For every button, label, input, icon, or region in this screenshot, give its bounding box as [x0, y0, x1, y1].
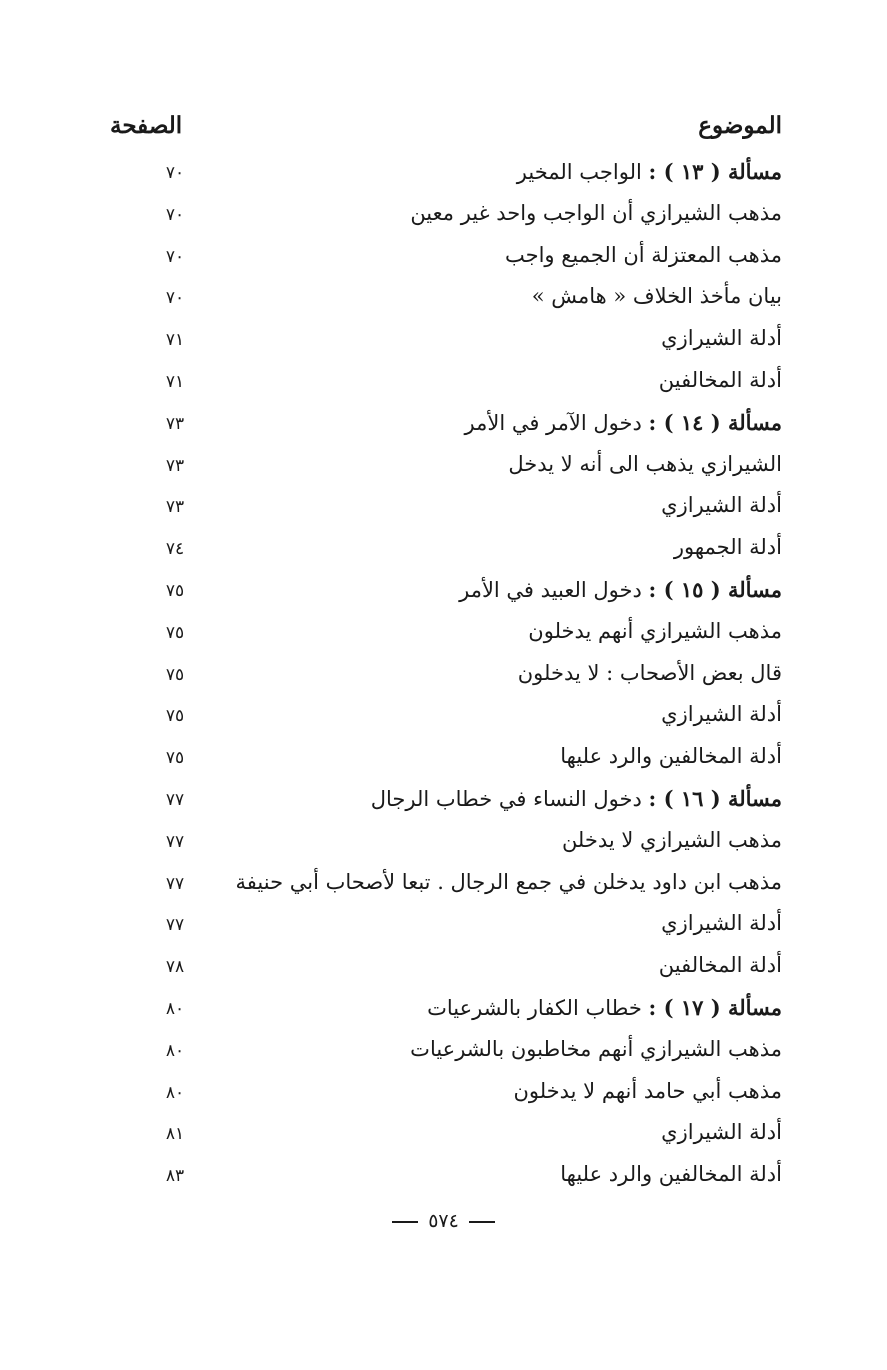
toc-entry-page: ٧٣: [165, 455, 185, 476]
toc-entry-page: ٧٠: [165, 246, 185, 267]
toc-entry-title: [459, 577, 782, 602]
page-column-heading: الصفحة: [110, 112, 183, 139]
toc-entry-text: مذهب ابن داود يدخلن في جمع الرجال . تبعا لأصحاب أبي حنيفة: [235, 869, 782, 894]
toc-section-row: [110, 155, 782, 197]
toc-row: [110, 239, 782, 281]
toc-entry-page: ٨٠: [165, 1040, 185, 1061]
toc-entry-title: [410, 201, 782, 225]
toc-entry-title: [505, 243, 782, 267]
toc-entry-page: ٧٠: [165, 204, 185, 225]
toc-row: [110, 1033, 782, 1075]
toc-entry-text: أدلة الشيرازي: [661, 702, 782, 727]
toc-section-row: [110, 782, 782, 824]
toc-row: [110, 531, 782, 573]
toc-entry-text: أدلة الجمهور: [673, 535, 782, 560]
toc-entry-text: دخول العبيد في الأمر: [459, 577, 642, 602]
toc-row: [110, 657, 782, 699]
toc-section-row: [110, 991, 782, 1033]
toc-row: [110, 448, 782, 490]
toc-entry-text: أدلة المخالفين والرد عليها: [560, 1162, 782, 1187]
toc-entry-text: أدلة الشيرازي: [661, 493, 782, 518]
toc-entry-prefix: مسألة ( ١٤ ) :: [648, 409, 782, 435]
toc-section-row: [110, 406, 782, 448]
toc-entry-page: ٨٠: [165, 1082, 185, 1103]
toc-entry-title: [661, 326, 782, 350]
toc-entry-text: خطاب الكفار بالشرعيات: [427, 995, 642, 1020]
toc-entry-title: [560, 744, 782, 768]
toc-entry-text: أدلة الشيرازي: [661, 326, 782, 351]
topic-column-heading: الموضوع: [698, 112, 782, 139]
toc-row: [110, 364, 782, 406]
toc-entry-page: ٧٠: [165, 163, 185, 183]
toc-entry-page: ٧٠: [165, 288, 185, 309]
toc-entry-text: مذهب الشيرازي أنهم مخاطبون بالشرعيات: [410, 1036, 782, 1061]
toc-entry-title: [562, 828, 782, 852]
toc-entry-title: [427, 995, 782, 1020]
toc-entry-prefix: مسألة ( ١٣ ) :: [648, 159, 782, 184]
toc-entry-title: [371, 786, 782, 811]
toc-entry-title: [661, 493, 782, 517]
toc-entry-title: [508, 452, 782, 476]
toc-entry-text: دخول الآمر في الأمر: [464, 410, 642, 435]
toc-entry-title: [661, 702, 782, 726]
toc-entry-title: [661, 911, 782, 935]
toc-entry-title: [659, 953, 782, 977]
toc-entry-page: ٧٧: [165, 831, 185, 852]
toc-entry-page: ٧٥: [165, 706, 185, 727]
footer-dash-left: [392, 1221, 418, 1223]
toc-entry-page: ٧٥: [165, 622, 185, 643]
toc-row: [110, 949, 782, 991]
toc-entry-text: بيان مأخذ الخلاف « هامش »: [531, 284, 782, 309]
toc-entry-page: ٧٤: [165, 539, 185, 560]
toc-entry-page: ٧١: [165, 371, 185, 392]
toc-entry-page: ٨١: [165, 1124, 185, 1145]
toc-row: [110, 615, 782, 657]
toc-entry-text: أدلة الشيرازي: [661, 911, 782, 936]
toc-entry-text: أدلة المخالفين: [658, 953, 782, 978]
toc-entry-text: مذهب الشيرازي أنهم يدخلون: [528, 618, 782, 643]
toc-list: [110, 155, 782, 1200]
footer-dash-right: [469, 1221, 495, 1223]
toc-entry-title: [410, 1037, 782, 1061]
toc-entry-text: الشيرازي يذهب الى أنه لا يدخل: [508, 451, 782, 476]
footer-page-number: ٥٧٤: [428, 1210, 459, 1232]
toc-entry-page: ٧١: [165, 330, 185, 351]
toc-entry-text: الواجب المخير: [516, 160, 642, 184]
toc-entry-prefix: مسألة ( ١٧ ) :: [648, 994, 782, 1020]
toc-row: [110, 698, 782, 740]
toc-entry-text: أدلة المخالفين والرد عليها: [560, 744, 782, 769]
toc-entry-page: ٨٠: [165, 998, 185, 1019]
toc-entry-text: مذهب المعتزلة أن الجميع واجب: [504, 242, 782, 267]
toc-entry-title: [517, 159, 782, 184]
toc-entry-title: [659, 368, 782, 392]
toc-entry-page: ٧٥: [165, 748, 185, 769]
toc-entry-text: مذهب الشيرازي لا يدخلن: [561, 827, 782, 852]
toc-entry-text: مذهب الشيرازي أن الواجب واحد غير معين: [410, 200, 782, 225]
toc-entry-title: [674, 535, 782, 559]
toc-row: [110, 907, 782, 949]
toc-entry-page: ٧٨: [165, 957, 185, 978]
toc-entry-text: أدلة الشيرازي: [661, 1120, 782, 1145]
toc-entry-title: [528, 619, 782, 643]
toc-row: [110, 1158, 782, 1200]
toc-row: [110, 1075, 782, 1117]
page-footer: [0, 1210, 887, 1232]
toc-section-row: [110, 573, 782, 615]
toc-entry-page: ٧٥: [165, 580, 185, 601]
toc-entry-prefix: مسألة ( ١٥ ) :: [648, 576, 782, 602]
toc-row: [110, 322, 782, 364]
toc-entry-title: [661, 1120, 782, 1144]
toc-entry-page: ٧٥: [165, 664, 185, 685]
toc-row: [110, 280, 782, 322]
toc-row: [110, 740, 782, 782]
toc-entry-title: [236, 870, 782, 894]
toc-entry-page: ٧٣: [165, 413, 185, 434]
toc-entry-title: [518, 661, 782, 685]
toc-entry-text: مذهب أبي حامد أنهم لا يدخلون: [513, 1078, 782, 1103]
toc-row: [110, 1116, 782, 1158]
toc-entry-prefix: مسألة ( ١٦ ) :: [648, 785, 782, 811]
toc-entry-page: ٧٣: [165, 497, 185, 518]
toc-entry-text: دخول النساء في خطاب الرجال: [370, 786, 642, 811]
toc-entry-page: ٧٧: [165, 915, 185, 936]
toc-row: [110, 197, 782, 239]
toc-row: [110, 489, 782, 531]
toc-entry-page: ٧٧: [165, 789, 185, 810]
toc-row: [110, 866, 782, 908]
toc-entry-title: [465, 410, 782, 435]
toc-entry-page: ٨٣: [165, 1166, 185, 1187]
toc-header: [110, 112, 782, 148]
toc-entry-page: ٧٧: [165, 873, 185, 894]
toc-entry-title: [513, 1079, 782, 1103]
toc-entry-text: قال بعض الأصحاب : لا يدخلون: [517, 660, 782, 685]
toc-row: [110, 824, 782, 866]
toc-entry-text: أدلة المخالفين: [658, 367, 782, 392]
toc-entry-title: [532, 284, 782, 308]
toc-entry-title: [560, 1162, 782, 1186]
